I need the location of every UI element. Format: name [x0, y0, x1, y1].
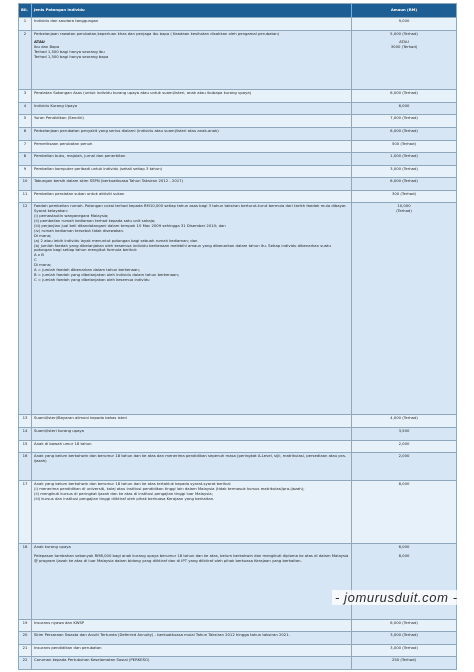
row-amount: [352, 427, 457, 440]
amount-line: 500 (Terhad): [391, 140, 417, 146]
row-number: 22: [19, 657, 32, 670]
description-line: Di mana;: [34, 262, 52, 268]
row-number: 8: [19, 153, 32, 166]
row-description: [32, 30, 352, 90]
header-no: Bil.: [19, 4, 32, 18]
row-amount: [352, 30, 457, 90]
row-description: [32, 427, 352, 440]
amount-line: 3,000 (Terhad): [390, 644, 418, 650]
row-amount: [352, 115, 457, 128]
row-description: [32, 178, 352, 191]
description-line: ATAU: [34, 39, 45, 45]
amount-line: 300 (Terhad): [391, 190, 417, 196]
table-row: [19, 481, 457, 544]
table-row: [19, 619, 457, 632]
description-line: Anak kurang upaya: [34, 544, 71, 550]
amount-line: 7,000 (Terhad): [390, 115, 418, 121]
table-header-row: [19, 4, 457, 18]
table-row: [19, 140, 457, 153]
table-row: [19, 127, 457, 140]
row-number: 18: [19, 544, 32, 619]
row-amount: [352, 190, 457, 203]
description-line: Anak yang belum berkahwin dan berumur 18 tahun dan ke atas tertakluk kepada syarat-syarat berikut:: [34, 481, 232, 487]
amount-line: 4,000 (Terhad): [390, 415, 418, 421]
row-description: [32, 203, 352, 415]
table-body: [19, 18, 457, 670]
description-line: Perbelanjaan perubatan penyakit yang serius dialami (individu atau suami/isteri atau anak-anak): [34, 127, 219, 133]
row-description: [32, 481, 352, 544]
description-line: Anak yang belum berkahwin dan berumur 18 tahun dan ke atas dan menerima pendidikan sepenuh masa (peringkat A-Level, sijil, matrikulasi, persediaan atau pra-ijazah): [34, 453, 347, 463]
description-line: Suami/isteri kurang upaya: [34, 427, 84, 433]
description-line: Pembelian peralatan sukan untuk aktiviti sukan: [34, 190, 125, 196]
row-amount: [352, 18, 457, 31]
row-number: 11: [19, 190, 32, 203]
row-amount: [352, 127, 457, 140]
description-line: B = jumlah faedah yang dibelanjakan oleh individu dalam tahun berkenaan;: [34, 272, 180, 277]
row-amount: [352, 453, 457, 481]
description-line: (a) 2 atau lebih individu layak menuntut potongan bagi sebuah rumah kediaman; dan: [34, 237, 198, 243]
description-line: Pelepasan tambahan sebanyak RM8,000 bagi anak kurang upaya berumur 18 tahun dan ke atas, belum berkahwin dan mengikuti diploma ke atas di dalam Malaysia @ program ijazah ke atas di luar Malaysia dalam bidang yang diiktiraf dan di IPT yang diiktiraf oleh pihak berkuasa Kerajaan yang berkaitan.: [34, 553, 349, 563]
row-description: [32, 544, 352, 619]
row-amount: [352, 102, 457, 115]
row-number: 7: [19, 140, 32, 153]
tax-relief-table: [18, 3, 457, 670]
row-description: [32, 127, 352, 140]
amount-line: 6,000: [398, 102, 410, 108]
row-number: 17: [19, 481, 32, 544]
description-line: Tabungan bersih dalam skim SSPN (berkuatkuasa Tahun Taksiran 2012 - 2017): [34, 178, 184, 184]
table-row: [19, 440, 457, 453]
row-amount: [352, 178, 457, 191]
row-amount: [352, 644, 457, 657]
row-number: 4: [19, 102, 32, 115]
description-line: (i) menerima pendidikan di universiti, kolej atau institusi pendidikan tinggi lain dalam Malaysia (tidak termasuk kursus matrikulasi/pra-ijazah);: [34, 486, 305, 492]
amount-line: 1,000 (Terhad): [390, 153, 418, 159]
table-row: [19, 415, 457, 428]
description-line: (ii) mengikuti kursus di peringkat ijazah dan ke atas di institusi pengajian tinggi luar Malaysia;: [34, 491, 213, 497]
description-line: Peralatan Sokongan Asas (untuk individu kurang upaya atau untuk suami/isteri, anak atau ibubapa kurang upaya): [34, 90, 252, 96]
table-row: [19, 90, 457, 103]
description-line: Caruman kepada Pertubuhan Keselamatan Sosial (PERKESO): [34, 657, 150, 663]
table-row: [19, 190, 457, 203]
row-description: [32, 415, 352, 428]
row-number: 14: [19, 427, 32, 440]
description-line: (iii) kursus dan institusi pengajian tinggi diiktiraf oleh pihak berkuasa Kerajaan yang berkaitan.: [34, 496, 215, 502]
amount-line: 6,000 (Terhad): [390, 619, 418, 625]
description-line: Insurans nyawa dan KWSP: [34, 619, 85, 625]
amount-line: 8,000: [398, 481, 410, 487]
header-amount: Amaun (RM): [352, 4, 457, 18]
amount-line: 250 (Terhad): [391, 657, 417, 663]
table-row: [19, 203, 457, 415]
row-description: [32, 102, 352, 115]
description-line: Faedah pembelian rumah. Potongan cukai terhad kepada RM10,000 setiap tahun asas bagi 3 tahun taksiran berturut-turut bermula dari tarikh faedah mula dibayar.: [34, 203, 347, 209]
row-number: 1: [19, 18, 32, 31]
description-line: Pembelian komputer peribadi untuk individu (sekali setiap 3 tahun): [34, 165, 163, 171]
description-line: (b) jumlah faedah yang dibelanjakan oleh kesemua individu berkenaan melebihi amaun yang dibenarkan dalam tahun itu. Setiap individu dibenarkan suatu potongan bagi setiap tahun mengikut formula berikut:: [34, 242, 331, 253]
description-line: C = jumlah faedah yang dibelanjakan oleh kesemua individu: [34, 276, 150, 282]
table-row: [19, 453, 457, 481]
amount-line: 3,000 (Terhad): [390, 165, 418, 171]
table-row: [19, 427, 457, 440]
description-line: Terhad 1,500 bagi hanya seorang bapa: [34, 54, 109, 60]
row-number: 10: [19, 178, 32, 191]
amount-line: 2,000: [398, 440, 410, 446]
amount-line: 6,000 (Terhad): [390, 90, 418, 96]
row-description: [32, 165, 352, 178]
row-number: 21: [19, 644, 32, 657]
amount-line: 6,000 (Terhad): [390, 127, 418, 133]
amount-line: 10,000: [397, 203, 411, 209]
row-amount: [352, 619, 457, 632]
description-line: Anak di bawah umur 18 tahun: [34, 440, 92, 446]
table-row: [19, 632, 457, 645]
description-line: (ii) pembelian rumah kediaman terhad kepada satu unit sahaja;: [34, 218, 156, 224]
amount-line: 9,000: [398, 18, 410, 23]
row-amount: [352, 415, 457, 428]
description-line: (i) pemastautin warganegara Malaysia;: [34, 213, 109, 219]
description-line: (iii) perjanjian jual beli ditandatangani dalam tempoh 10 Mac 2009 sehingga 31 Disember 2010; dan: [34, 222, 226, 228]
header-description: Jenis Potongan Individu: [32, 4, 352, 18]
amount-line: 3000 (Terhad): [390, 44, 418, 50]
row-amount: [352, 165, 457, 178]
amount-line: 6,000 (Terhad): [390, 178, 418, 184]
row-description: [32, 115, 352, 128]
description-line: Pembelian buku, majalah, jurnal dan penerbitan: [34, 153, 126, 159]
row-description: [32, 190, 352, 203]
description-line: Terhad 1,500 bagi hanya seorang ibu: [34, 49, 105, 55]
description-line: Perbelanjaan rawatan perubatan,keperluan khas dan penjaga ibu bapa ( Keadaan kesihatan disahkan oleh pengamal perubatan): [34, 30, 280, 36]
description-line: Individu Kurang Upaya: [34, 102, 78, 108]
row-description: [32, 18, 352, 31]
row-description: [32, 140, 352, 153]
description-line: Insurans pendidikan dan perubatan: [34, 644, 102, 650]
amount-line: 3,500: [398, 427, 410, 433]
row-description: [32, 632, 352, 645]
row-number: 2: [19, 30, 32, 90]
row-amount: [352, 481, 457, 544]
description-line: (iv) rumah kediaman tersebut tidak disewakan.: [34, 227, 125, 233]
row-number: 5: [19, 115, 32, 128]
amount-line: 6,000: [398, 544, 410, 550]
description-line: Pemeriksaan perubatan penuh: [34, 140, 93, 146]
row-number: 6: [19, 127, 32, 140]
table-row: [19, 153, 457, 166]
watermark: - jomurusduit.com -: [332, 590, 461, 605]
row-number: 13: [19, 415, 32, 428]
table-row: [19, 644, 457, 657]
description-line: Yuran Pendidikan (Sendiri): [34, 115, 84, 121]
description-line: Di mana;: [34, 232, 52, 238]
description-line: Individu dan saudara tanggungan: [34, 18, 99, 23]
row-amount: [352, 203, 457, 415]
description-line: Ibu dan Bapa: [34, 44, 60, 50]
table-row: [19, 18, 457, 31]
row-amount: [352, 90, 457, 103]
row-description: [32, 644, 352, 657]
row-amount: [352, 140, 457, 153]
row-amount: [352, 544, 457, 619]
row-number: 16: [19, 453, 32, 481]
row-number: 20: [19, 632, 32, 645]
amount-line: (Terhad): [396, 208, 412, 214]
row-number: 19: [19, 619, 32, 632]
table-row: [19, 102, 457, 115]
row-description: [32, 453, 352, 481]
table-row: [19, 30, 457, 90]
row-description: [32, 90, 352, 103]
row-amount: [352, 153, 457, 166]
row-number: 3: [19, 90, 32, 103]
description-line: Skim Persaraan Swasta dan Anuiti Tertunda (Deferred Annuity) - berkuatkuasa mulai Tahun Taksiran 2012 hingga tahun taksiran 2021.: [34, 632, 290, 638]
amount-line: 5,000 (Terhad): [390, 30, 418, 36]
amount-line: 8,000: [398, 553, 410, 559]
table-row: [19, 115, 457, 128]
description-line: A x B: [34, 252, 44, 258]
description-line: Syarat kelayakan:: [34, 208, 69, 214]
description-line: A = jumlah faedah dibenarkan dalam tahun berkenaan;: [34, 267, 140, 273]
table-row: [19, 657, 457, 670]
row-amount: [352, 440, 457, 453]
row-description: [32, 153, 352, 166]
row-description: [32, 440, 352, 453]
row-number: 9: [19, 165, 32, 178]
table-row: [19, 544, 457, 619]
row-amount: [352, 657, 457, 670]
table-row: [19, 165, 457, 178]
row-number: 12: [19, 203, 32, 415]
amount-line: 2,000: [398, 453, 410, 459]
description-line: Suami/Isteri/Bayaran alimoni kepada bekas isteri: [34, 415, 128, 421]
row-description: [32, 657, 352, 670]
row-description: [32, 619, 352, 632]
row-number: 15: [19, 440, 32, 453]
row-amount: [352, 632, 457, 645]
amount-line: ATAU: [399, 39, 409, 45]
amount-line: 3,000 (Terhad): [390, 632, 418, 638]
table-row: [19, 178, 457, 191]
description-line: C: [34, 257, 37, 263]
